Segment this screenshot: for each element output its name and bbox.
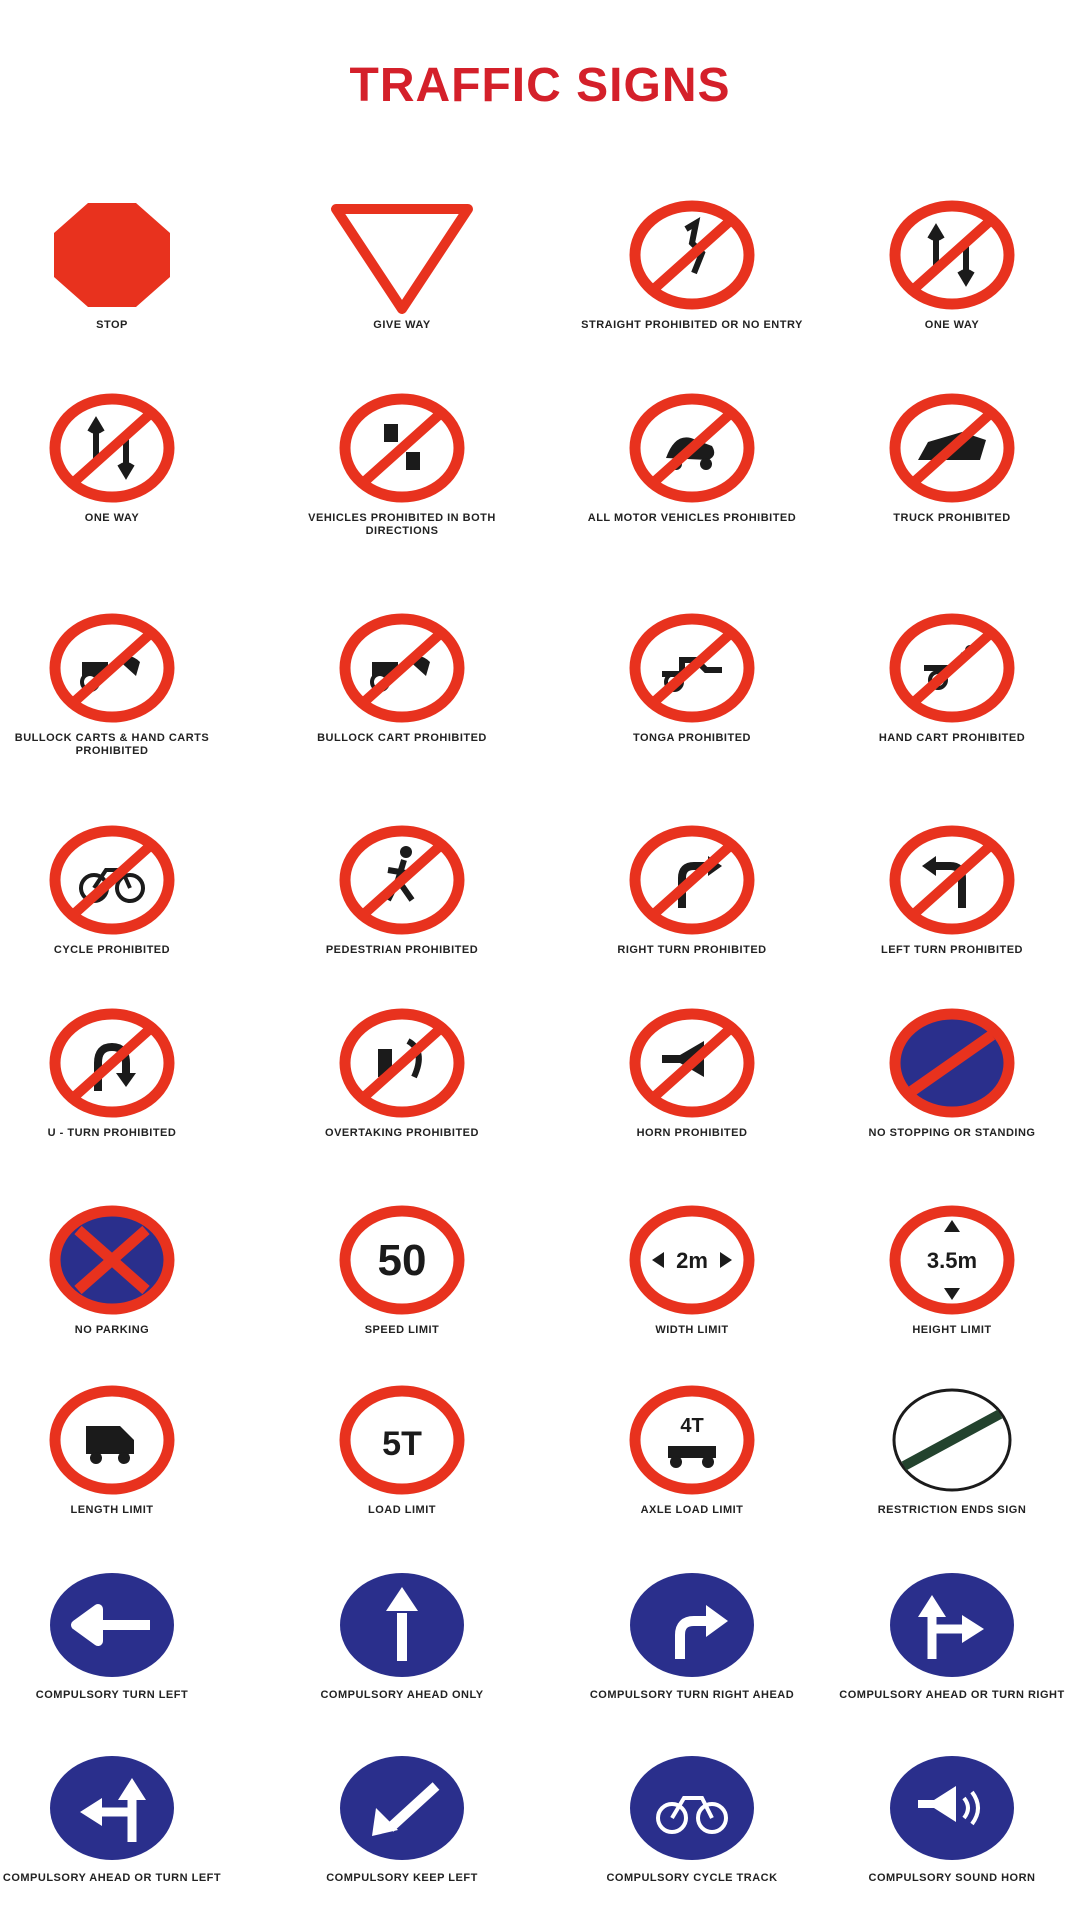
sign-3-3 [822,822,1080,957]
svg-text:2m: 2m [676,1248,708,1273]
sign-7-1 [272,1567,532,1702]
sign-4-0 [0,1005,242,1140]
sign-label: ALL MOTOR VEHICLES PROHIBITED [587,512,797,524]
sign-label: TONGA PROHIBITED [632,732,751,744]
svg-text:3.5m: 3.5m [926,1248,978,1273]
sign-label: COMPULSORY KEEP LEFT [326,1872,478,1884]
sign-2-0 [0,610,242,758]
cycle-track-icon [622,1750,762,1866]
sign-3-0 [0,822,242,957]
axle-load-limit-icon [622,1382,762,1498]
sign-label: ONE WAY [924,319,980,331]
right-turn-prohibited-icon [622,822,762,938]
sign-label: HORN PROHIBITED [636,1127,748,1139]
sound-horn-icon [882,1750,1022,1866]
sign-1-1 [272,390,532,538]
sign-label: STOP [96,319,128,331]
truck-prohibited-icon [882,390,1022,506]
overtaking-prohibited-icon [332,1005,472,1121]
sign-label: RESTRICTION ENDS SIGN [877,1504,1027,1516]
sign-8-0 [0,1750,242,1885]
sign-8-3 [822,1750,1080,1885]
no-stopping-icon [882,1005,1022,1121]
sign-5-1 [272,1202,532,1337]
ahead-or-right-icon [882,1567,1022,1683]
sign-label: COMPULSORY SOUND HORN [868,1872,1036,1884]
tonga-prohibited-icon [622,610,762,726]
sign-label: HEIGHT LIMIT [912,1324,992,1336]
ahead-or-left-icon [42,1750,182,1866]
sign-0-3 [822,197,1080,332]
sign-0-0 [0,197,242,332]
sign-label: RIGHT TURN PROHIBITED [617,944,767,956]
sign-0-2 [562,197,822,332]
sign-4-2 [562,1005,822,1140]
sign-label: NO STOPPING OR STANDING [868,1127,1036,1139]
sign-label: AXLE LOAD LIMIT [640,1504,744,1516]
bullock-cart-prohibited-icon [42,610,182,726]
bullock-cart-prohibited-icon [332,610,472,726]
no-parking-icon [42,1202,182,1318]
width-limit-icon [622,1202,762,1318]
sign-7-3 [822,1567,1080,1702]
sign-2-3 [822,610,1080,745]
sign-2-2 [562,610,822,745]
sign-3-2 [562,822,822,957]
sign-label: BULLOCK CART PROHIBITED [317,732,487,744]
pedestrian-prohibited-icon [332,822,472,938]
sign-label: BULLOCK CARTS & HAND CARTS PROHIBITED [14,732,210,757]
sign-label: LEFT TURN PROHIBITED [881,944,1023,956]
sign-label: LENGTH LIMIT [70,1504,154,1516]
one-way-icon [882,197,1022,313]
sign-6-1 [272,1382,532,1517]
sign-6-2 [562,1382,822,1517]
cycle-prohibited-icon [42,822,182,938]
ahead-only-arrow-icon [332,1567,472,1683]
give-way-triangle-icon [332,197,472,313]
svg-text:4T: 4T [680,1415,704,1437]
stop-octagon-icon [42,197,182,313]
u-turn-prohibited-icon [42,1005,182,1121]
sign-label: VEHICLES PROHIBITED IN BOTH DIRECTIONS [308,512,496,537]
sign-8-2 [562,1750,822,1885]
left-turn-prohibited-icon [882,822,1022,938]
sign-label: COMPULSORY AHEAD OR TURN RIGHT [839,1689,1065,1701]
sign-label: HAND CART PROHIBITED [878,732,1026,744]
sign-1-3 [822,390,1080,525]
turn-left-arrow-icon [42,1567,182,1683]
height-limit-icon [882,1202,1022,1318]
sign-2-1 [272,610,532,745]
sign-4-1 [272,1005,532,1140]
sign-7-2 [562,1567,822,1702]
page-title: TRAFFIC SIGNS [349,59,731,112]
sign-0-1 [272,197,532,332]
sign-label: SPEED LIMIT [364,1324,440,1336]
sign-label: WIDTH LIMIT [655,1324,729,1336]
sign-label: PEDESTRIAN PROHIBITED [325,944,479,956]
restriction-ends-icon [882,1382,1022,1498]
length-limit-icon [42,1382,182,1498]
turn-right-ahead-icon [622,1567,762,1683]
sign-6-3 [822,1382,1080,1517]
sign-label: CYCLE PROHIBITED [53,944,171,956]
sign-5-0 [0,1202,242,1337]
hand-cart-prohibited-icon [882,610,1022,726]
sign-label: COMPULSORY TURN LEFT [35,1689,189,1701]
sign-label: U - TURN PROHIBITED [47,1127,177,1139]
speed-limit-icon [332,1202,472,1318]
sign-label: COMPULSORY CYCLE TRACK [606,1872,778,1884]
sign-3-1 [272,822,532,957]
sign-6-0 [0,1382,242,1517]
sign-5-2 [562,1202,822,1337]
sign-label: COMPULSORY AHEAD OR TURN LEFT [2,1872,222,1884]
load-limit-icon [332,1382,472,1498]
sign-5-3 [822,1202,1080,1337]
sign-label: GIVE WAY [373,319,431,331]
sign-label: ONE WAY [84,512,140,524]
sign-label: NO PARKING [74,1324,150,1336]
motor-vehicles-prohibited-icon [622,390,762,506]
sign-value-text: 50 [377,1236,427,1285]
sign-label: COMPULSORY TURN RIGHT AHEAD [589,1689,795,1701]
sign-8-1 [272,1750,532,1885]
sign-label: STRAIGHT PROHIBITED OR NO ENTRY [581,319,803,331]
sign-value-text: 5T [382,1425,422,1463]
sign-label: COMPULSORY AHEAD ONLY [320,1689,484,1701]
sign-1-0 [0,390,242,525]
keep-left-arrow-icon [332,1750,472,1866]
vehicles-prohibited-icon [332,390,472,506]
horn-prohibited-icon [622,1005,762,1121]
sign-1-2 [562,390,822,525]
sign-4-3 [822,1005,1080,1140]
one-way-icon [42,390,182,506]
sign-label: OVERTAKING PROHIBITED [325,1127,479,1139]
sign-label: LOAD LIMIT [368,1504,436,1516]
straight-prohibited-icon [622,197,762,313]
sign-7-0 [0,1567,242,1702]
sign-label: TRUCK PROHIBITED [893,512,1011,524]
